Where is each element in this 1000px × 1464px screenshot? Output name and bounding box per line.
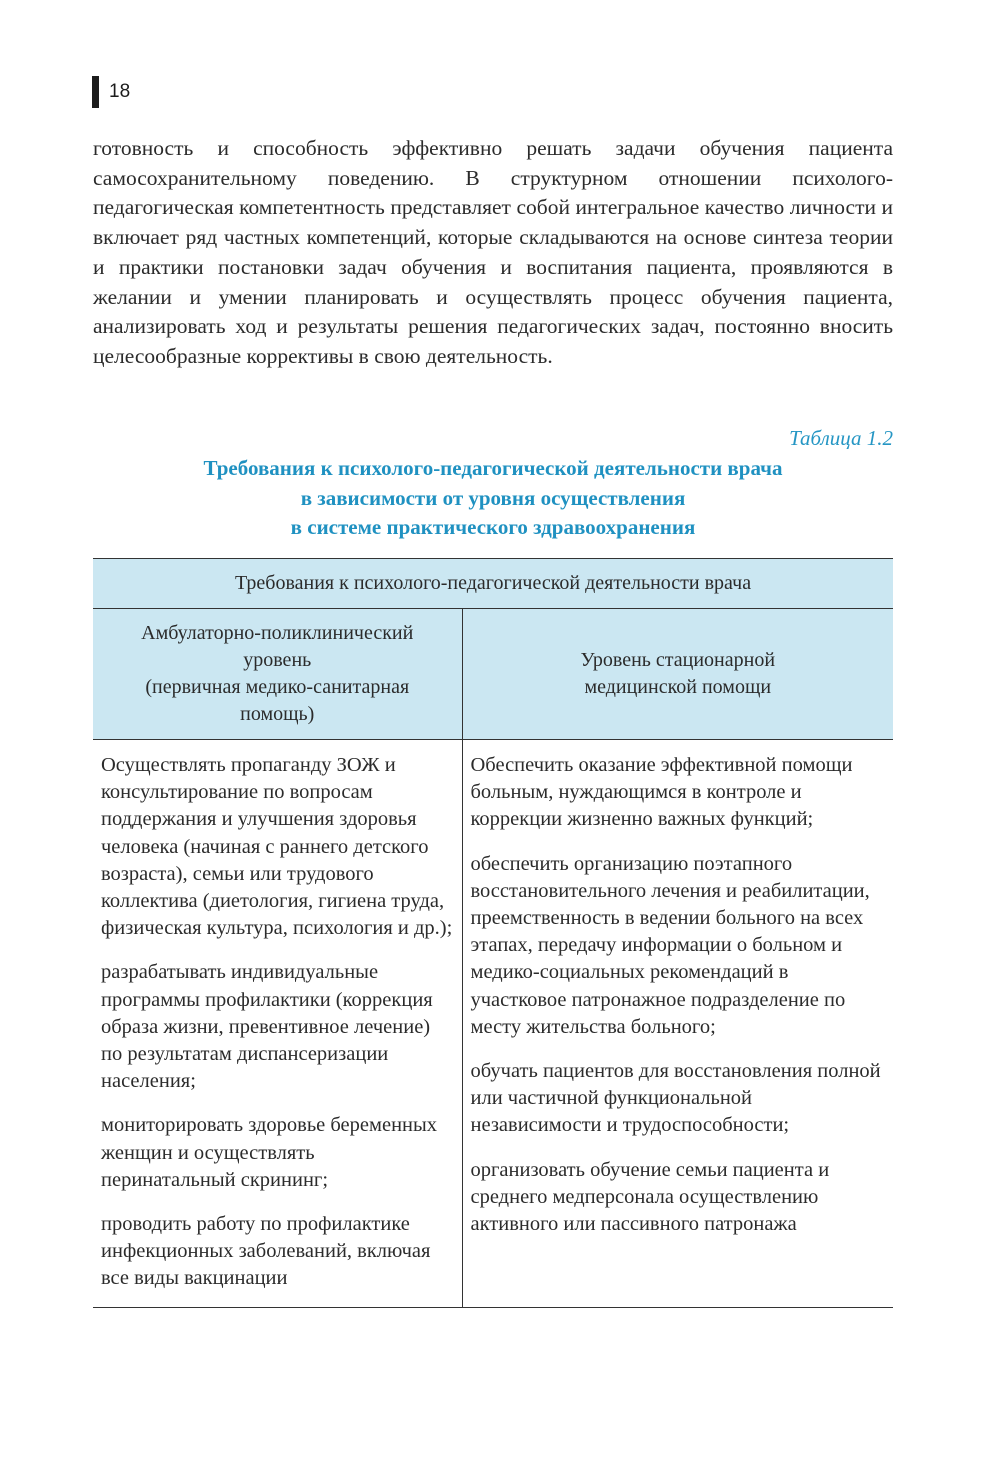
table-row [93,740,893,1308]
list-item: Осуществлять пропаганду ЗОЖ и консультирование по вопросам поддержания и улучшения здоровья человека (начиная с раннего детского возраста), семьи или трудового коллектива (диетология, гигиена труда, физическая культура, психология и др.); [101,754,453,940]
header-line: Амбулаторно-поликлинический [141,622,414,644]
page-number: 18 [109,81,131,102]
header-line: медицинской помощи [584,676,772,698]
header-line: Уровень стационарной [580,649,776,671]
list-item: обеспечить организацию поэтапного восстановительного лечения и реабилитации, преемственность в ведении больного на всех этапах, передачу информации о больном и медико-социальных рекомендаций в участковое патронажное подразделение по месту жительства больного; [470,852,870,1038]
table-label: Таблица 1.2 [789,426,893,450]
requirements-table [93,558,893,1308]
header-line: помощь) [240,703,315,725]
header-line: (первичная медико-санитарная [145,676,410,698]
list-item: разрабатывать индивидуальные программы профилактики (коррекция образа жизни, превентивное лечение) по результатам диспансеризации населения; [101,961,433,1093]
header-bar [92,76,99,108]
list-item: Обеспечить оказание эффективной помощи больным, нуждающимся в контроле и коррекции жизненно важных функций; [470,754,853,831]
body-paragraph: готовность и способность эффективно решать задачи обучения пациента самосохранительному поведению. В структурном отношении психолого-педагогическая компетентность представляет собой интегральное качество личности и включает ряд частных компетенций, которые складываются на основе синтеза теории и практики постановки задач обучения и воспитания пациента, проявляются в желании и умении планировать и осуществлять процесс обучения пациента, анализировать ход и результаты решения педагогических задач, постоянно вносить целесообразные коррективы в свою деятельность. [93,136,893,368]
page-header [92,76,130,108]
table-title-line: Требования к психолого-педагогической деятельности врача [203,456,783,480]
list-item: обучать пациентов для восстановления полной или частичной функциональной независимости и трудоспособности; [470,1060,881,1137]
column-header-inpatient [462,609,893,740]
header-line: уровень [243,649,312,671]
column-header-outpatient [93,609,462,740]
table-title-line: в зависимости от уровня осуществления [300,485,686,510]
outpatient-requirements-cell [93,740,462,1308]
inpatient-requirements-cell [462,740,893,1308]
table-title-line: в системе практического здравоохранения [290,515,696,539]
list-item: мониторировать здоровье беременных женщин и осуществлять перинатальный скрининг; [101,1114,438,1191]
list-item: проводить работу по профилактике инфекционных заболеваний, включая все виды вакцинации [101,1213,431,1290]
table-title [93,454,893,543]
list-item: организовать обучение семьи пациента и среднего медперсонала осуществлению активного или пассивного патронажа [470,1158,830,1236]
table-main-header: Требования к психолого-педагогической деятельности врача [93,559,893,609]
